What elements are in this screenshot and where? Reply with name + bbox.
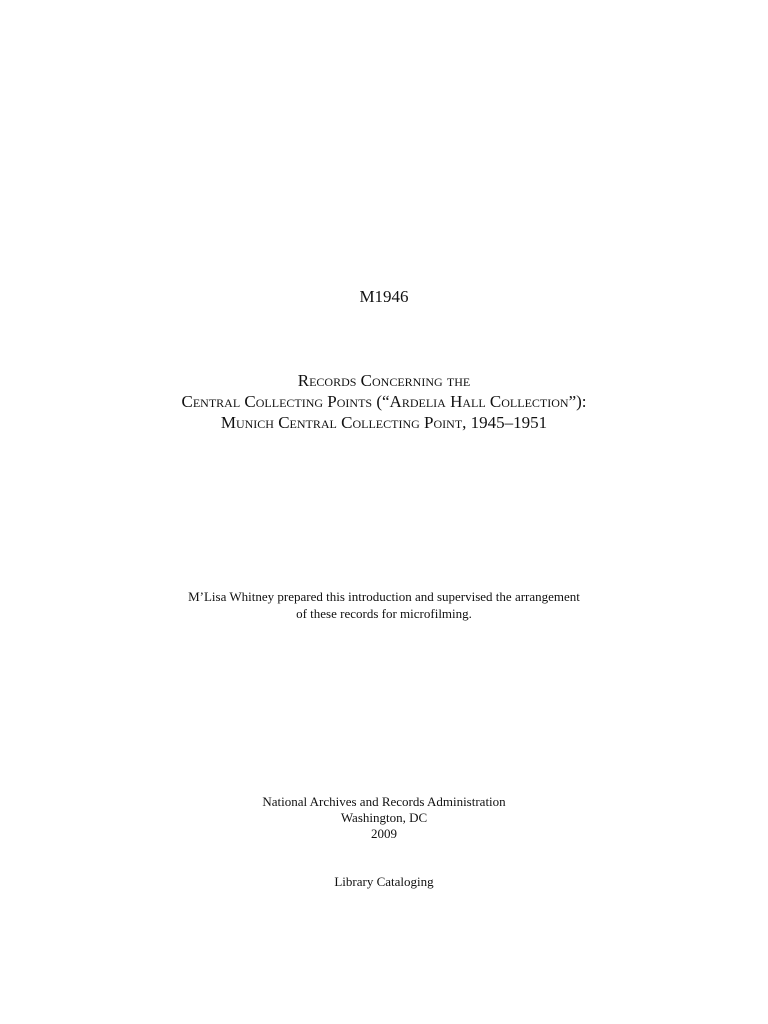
title-line: Central Collecting Points (“Ardelia Hall Collection”): (181, 392, 587, 411)
preparer-line: of these records for microfilming. (296, 606, 472, 621)
publisher-location: Washington, DC (340, 810, 428, 825)
document-title (0, 370, 768, 433)
publisher-name: National Archives and Records Administration (262, 794, 506, 809)
title-line: Records Concerning the (297, 371, 471, 390)
library-cataloging: Library Cataloging (334, 874, 434, 889)
publisher-block (0, 794, 768, 842)
publication-year: 2009 (371, 826, 397, 841)
preparer-note (0, 588, 768, 622)
title-line: Munich Central Collecting Point, 1945–1951 (220, 413, 548, 432)
publication-number: M1946 (359, 287, 409, 306)
preparer-line: M’Lisa Whitney prepared this introduction and supervised the arrangement (188, 589, 580, 604)
